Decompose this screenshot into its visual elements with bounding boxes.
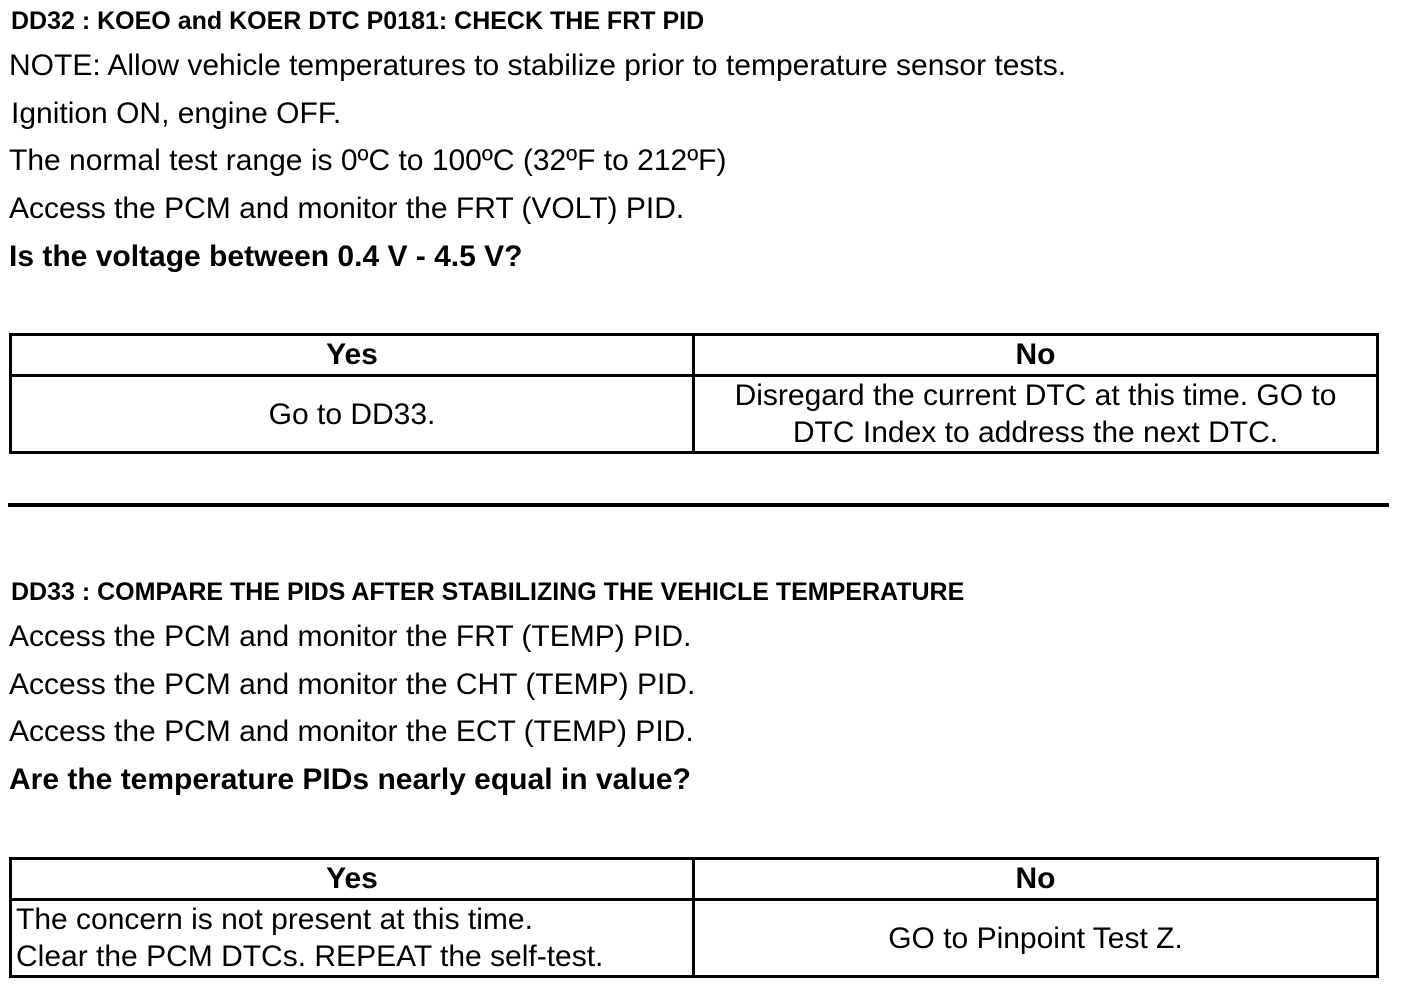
no-header: No [694, 859, 1378, 900]
dd32-access-line: Access the PCM and monitor the FRT (VOLT) PID. [9, 192, 685, 225]
no-cell-line: Disregard the current DTC at this time. GO to [734, 379, 1337, 412]
dd33-decision-table [9, 857, 1379, 978]
dd32-heading: DD32 : KOEO and KOER DTC P0181: CHECK THE FRT PID [11, 7, 705, 35]
yes-cell-line: Clear the PCM DTCs. REPEAT the self-test. [16, 940, 604, 973]
dd33-question: Are the temperature PIDs nearly equal in value? [9, 763, 691, 796]
table-header-row [11, 335, 1378, 376]
no-cell [694, 376, 1378, 453]
yes-cell-line: The concern is not present at this time. [16, 903, 533, 936]
dd32-note-line: NOTE: Allow vehicle temperatures to stabilize prior to temperature sensor tests. [9, 49, 1067, 82]
dd33-cht-line: Access the PCM and monitor the CHT (TEMP) PID. [9, 668, 696, 701]
dd33-ect-line: Access the PCM and monitor the ECT (TEMP) PID. [9, 715, 694, 748]
dd33-heading: DD33 : COMPARE THE PIDS AFTER STABILIZING THE VEHICLE TEMPERATURE [11, 578, 965, 606]
table-row [11, 376, 1378, 453]
table-header-row [11, 859, 1378, 900]
no-header: No [694, 335, 1378, 376]
yes-header: Yes [11, 335, 694, 376]
dd32-ignition-line: Ignition ON, engine OFF. [11, 97, 342, 130]
yes-cell [11, 900, 694, 977]
dd33-frt-line: Access the PCM and monitor the FRT (TEMP) PID. [9, 620, 692, 653]
section-divider [8, 503, 1389, 507]
no-cell: GO to Pinpoint Test Z. [694, 900, 1378, 977]
no-cell-line: DTC Index to address the next DTC. [792, 416, 1279, 449]
yes-cell: Go to DD33. [11, 376, 694, 453]
dd32-range-line: The normal test range is 0ºC to 100ºC (32ºF to 212ºF) [9, 144, 727, 177]
table-row [11, 900, 1378, 977]
dd32-question: Is the voltage between 0.4 V - 4.5 V? [9, 240, 523, 273]
dd32-decision-table [9, 333, 1379, 454]
yes-header: Yes [11, 859, 694, 900]
